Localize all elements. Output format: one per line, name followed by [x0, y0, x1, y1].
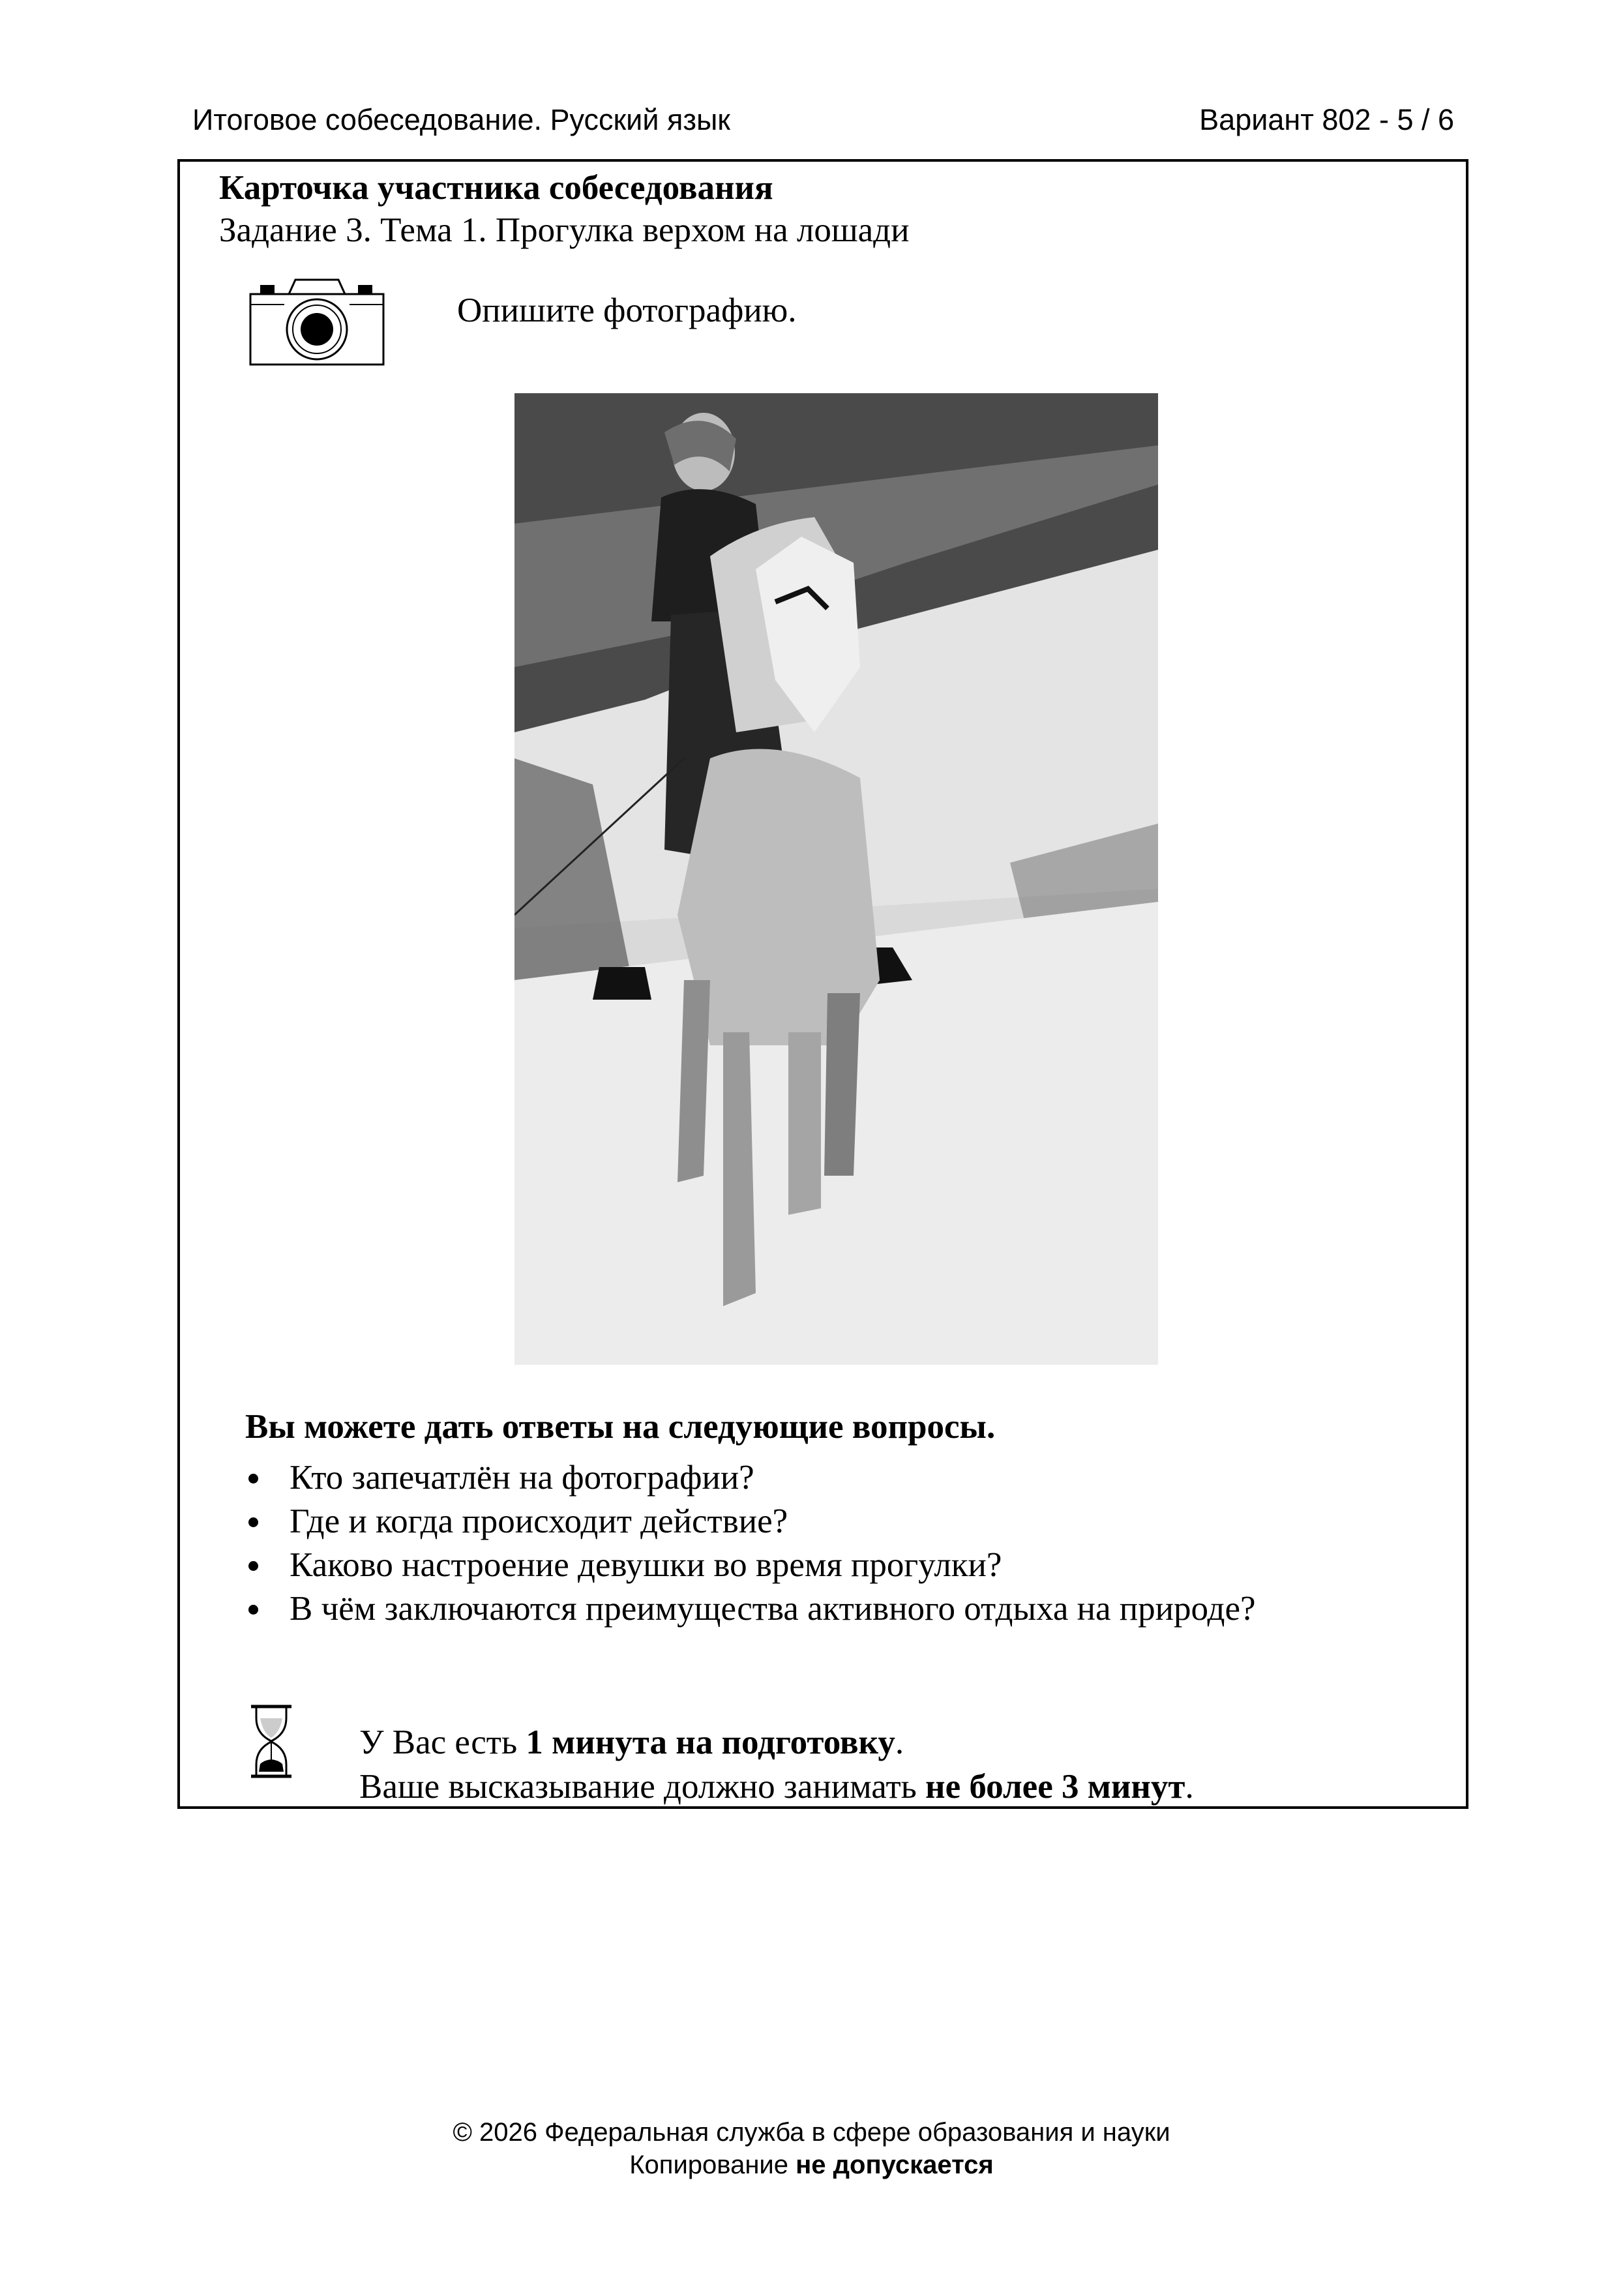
timer-line-2: Ваше высказывание должно занимать не более 3 минут.	[359, 1768, 1194, 1806]
answer-time: не более 3 минут	[925, 1768, 1185, 1806]
questions-list	[245, 1456, 1256, 1631]
header-variant: Вариант 802 - 5 / 6	[1199, 103, 1454, 136]
horse-rider-photo	[514, 393, 1158, 1365]
task-topic: Задание 3. Тема 1. Прогулка верхом на лошади	[219, 211, 910, 249]
list-item: Где и когда происходит действие?	[245, 1500, 1256, 1543]
list-item: Каково настроение девушки во время прогулки?	[245, 1543, 1256, 1587]
questions-heading: Вы можете дать ответы на следующие вопросы.	[245, 1408, 996, 1446]
footer-copy-notice: Копирование не допускается	[629, 2151, 994, 2179]
participant-card	[177, 159, 1468, 1809]
camera-icon	[248, 276, 385, 367]
footer-copyright: © 2026 Федеральная служба в сфере образования и науки	[453, 2118, 1170, 2147]
card-title: Карточка участника собеседования	[219, 169, 773, 207]
timer-note	[359, 1720, 1194, 1809]
list-item: Кто запечатлён на фотографии?	[245, 1456, 1256, 1500]
prep-time: 1 минута на подготовку	[526, 1723, 895, 1761]
timer-line-1: У Вас есть 1 минута на подготовку.	[359, 1723, 904, 1761]
list-item: В чём заключаются преимущества активного отдыха на природе?	[245, 1587, 1256, 1631]
hourglass-icon	[248, 1704, 294, 1779]
instruction: Опишите фотографию.	[457, 291, 797, 329]
header-title: Итоговое собеседование. Русский язык	[192, 103, 730, 136]
